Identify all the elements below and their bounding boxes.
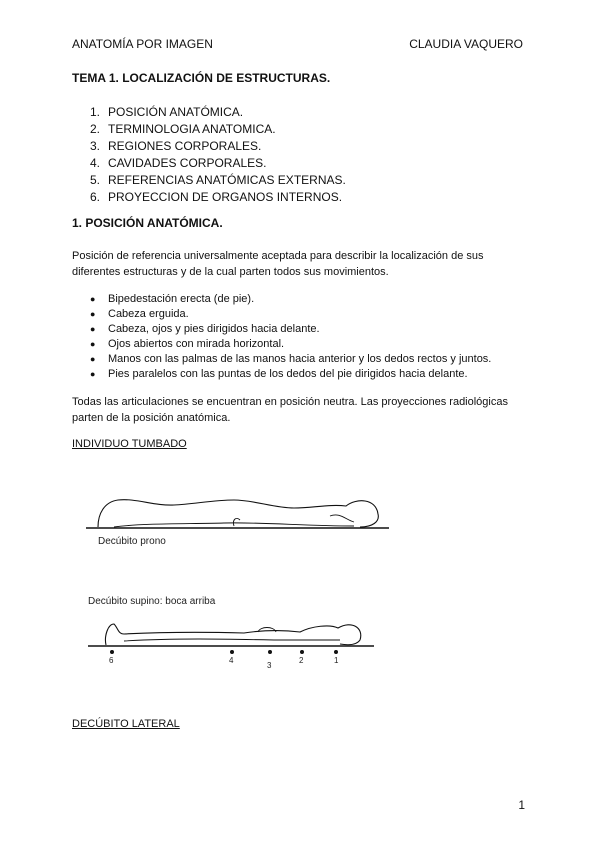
list-item [90,337,491,352]
marker-dot [268,650,272,654]
figure-decubito-prono [84,486,404,556]
page-number: 1 [518,798,525,812]
marker-dot [334,650,338,654]
toc-num: 1. [90,105,101,119]
list-item [90,367,491,382]
subheading-individuo-tumbado: INDIVIDUO TUMBADO [72,438,187,450]
marker-dot [110,650,114,654]
marker-label: 3 [267,661,272,670]
figure-label-prono: Decúbito prono [98,536,166,547]
marker-group [109,650,339,670]
list-item-text: Cabeza erguida. [108,308,189,320]
body-outline [105,624,360,645]
bullet-icon: ● [90,324,96,334]
toc-item [90,172,346,189]
list-item-text: Pies paralelos con las puntas de los dedos del pie dirigidos hacia delante. [108,368,468,380]
toc-text: REGIONES CORPORALES. [108,139,262,153]
list-item [90,322,491,337]
toc-item [90,138,346,155]
list-item-text: Manos con las palmas de las manos hacia anterior y los dedos rectos y juntos. [108,353,492,365]
toc-num: 4. [90,156,101,170]
toc-item [90,189,346,206]
bullet-icon: ● [90,339,96,349]
note-paragraph: Todas las articulaciones se encuentran en posición neutra. Las proyecciones radiológicas parten de la posición anatómica. [72,396,508,424]
toc-item [90,104,346,121]
marker-label: 6 [109,656,114,665]
marker-label: 1 [334,656,339,665]
section-heading: 1. POSICIÓN ANATÓMICA. [72,216,223,230]
marker-label: 4 [229,656,234,665]
bullet-icon: ● [90,369,96,379]
toc-text: CAVIDADES CORPORALES. [108,156,267,170]
list-item [90,352,491,367]
toc-num: 5. [90,173,101,187]
toc-text: REFERENCIAS ANATÓMICAS EXTERNAS. [108,173,346,187]
marker-dot [300,650,304,654]
list-item [90,292,491,307]
bullet-list [90,292,491,382]
table-of-contents [90,104,346,206]
list-item-text: Ojos abiertos con mirada horizontal. [108,338,285,350]
bullet-icon: ● [90,294,96,304]
bullet-icon: ● [90,309,96,319]
toc-num: 6. [90,190,101,204]
marker-label: 2 [299,656,304,665]
intro-paragraph: Posición de referencia universalmente aceptada para describir la localización de sus diferentes estructuras y de la cual parten todos sus movimientos. [72,250,484,278]
toc-text: PROYECCION DE ORGANOS INTERNOS. [108,190,343,204]
body-lower-line [124,639,340,641]
subheading-decubito-lateral: DECÚBITO LATERAL [72,718,180,730]
header-right: CLAUDIA VAQUERO [409,37,523,51]
list-item-text: Bipedestación erecta (de pie). [108,293,255,305]
toc-item [90,121,346,138]
list-item [90,307,491,322]
header-left: ANATOMÍA POR IMAGEN [72,37,213,51]
figure-caption-supino: Decúbito supino: boca arriba [88,596,216,607]
toc-item [90,155,346,172]
list-item-text: Cabeza, ojos y pies dirigidos hacia delante. [108,323,320,335]
bullet-icon: ● [90,354,96,364]
toc-text: TERMINOLOGIA ANATOMICA. [108,122,276,136]
figure-decubito-supino [84,590,384,680]
toc-num: 3. [90,139,101,153]
toc-num: 2. [90,122,101,136]
page-title: TEMA 1. LOCALIZACIÓN DE ESTRUCTURAS. [72,71,331,85]
toc-text: POSICIÓN ANATÓMICA. [108,105,244,119]
marker-dot [230,650,234,654]
